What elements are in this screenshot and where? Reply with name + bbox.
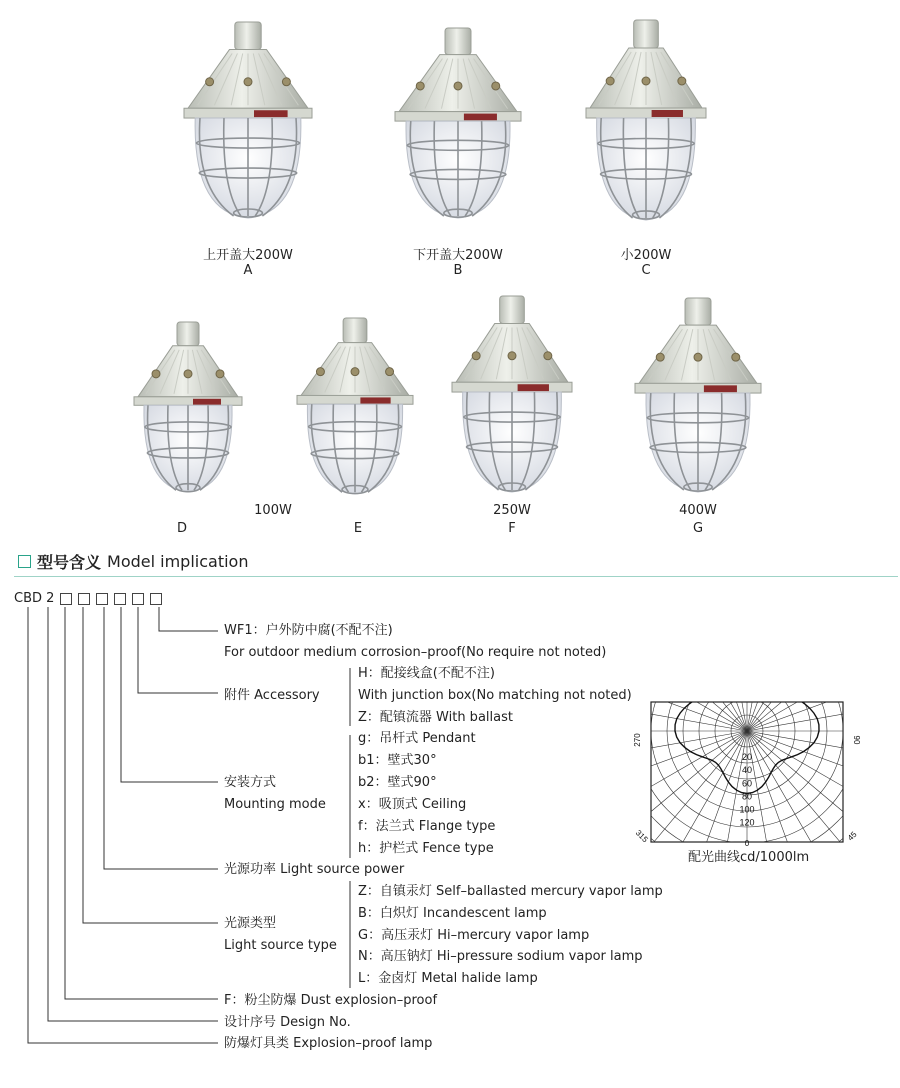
wf1-line: WF1：户外防中腐(不配不注) [224, 623, 393, 638]
product-e-letter: E [353, 521, 363, 536]
source-en-label: Light source type [224, 938, 337, 953]
power-line: 光源功率 Light source power [224, 862, 405, 877]
polar-caption: 配光曲线cd/1000lm [688, 850, 810, 865]
design-line: 设计序号 Design No. [224, 1015, 351, 1030]
polar-radial-label: 80 [741, 791, 753, 802]
polar-radial-label: 40 [741, 765, 753, 776]
polar-angle-label: 270 [633, 733, 642, 747]
product-d-letter: D [176, 521, 187, 536]
polar-angle-label: 45 [845, 829, 859, 843]
section-title-en: Model implication [107, 552, 249, 571]
g-himercury-line: G：高压汞灯 Hi–mercury vapor lamp [358, 928, 590, 943]
dust-line: F：粉尘防爆 Dust explosion–proof [224, 993, 438, 1008]
polar-radial-label: 60 [741, 778, 753, 789]
g-pendant-line: g：吊杆式 Pendant [358, 731, 476, 746]
source-cn-label: 光源类型 [224, 916, 277, 931]
z-ballast-line: Z：配镇流器 With ballast [358, 710, 513, 725]
polar-radial-label: 100 [739, 804, 755, 815]
explosion-line: 防爆灯具类 Explosion–proof lamp [224, 1036, 433, 1051]
mounting-en-label: Mounting mode [224, 797, 326, 812]
product-a-letter: A [243, 263, 253, 278]
section-title-cn: 型号含义 [37, 553, 102, 572]
h-en-line: With junction box(No matching not noted) [358, 688, 632, 703]
product-b-letter: B [453, 263, 463, 278]
h-fence-line: h：护栏式 Fence type [358, 841, 494, 856]
x-ceiling-line: x：吸顶式 Ceiling [358, 797, 467, 812]
product-f-letter: F [508, 521, 516, 536]
product-b-name: 下开盖大200W [413, 248, 503, 263]
product-g-letter: G [692, 521, 704, 536]
polar-angle-label: 0 [744, 839, 750, 848]
product-f-name: 250W [493, 503, 531, 518]
b2-line: b2：壁式90° [358, 775, 437, 790]
polar-radial-label: 20 [741, 752, 753, 763]
mounting-cn-label: 安装方式 [224, 775, 277, 790]
polar-grid [497, 481, 900, 981]
b1-line: b1：壁式30° [358, 753, 437, 768]
accessory-label: 附件 Accessory [224, 688, 320, 703]
product-c-letter: C [641, 263, 651, 278]
b-incandescent-line: B：白炽灯 Incandescent lamp [358, 906, 547, 921]
h-line: H：配接线盒(不配不注) [358, 666, 495, 681]
polar-angle-label: 315 [633, 828, 650, 845]
product-g-name: 400W [679, 503, 717, 518]
polar-angle-label: 90 [852, 735, 861, 745]
model-code-prefix: CBD 2 [14, 591, 55, 606]
n-sodium-line: N：高压钠灯 Hi–pressure sodium vapor lamp [358, 949, 643, 964]
power-100w-label: 100W [254, 503, 292, 518]
f-flange-line: f：法兰式 Flange type [358, 819, 496, 834]
polar-radial-label: 120 [739, 817, 755, 828]
product-c-name: 小200W [620, 248, 672, 263]
l-halide-line: L：金卤灯 Metal halide lamp [358, 971, 538, 986]
wf1-en-line: For outdoor medium corrosion–proof(No require not noted) [224, 645, 607, 660]
product-a-name: 上开盖大200W [203, 248, 293, 263]
z-mercury-line: Z：自镇汞灯 Self–ballasted mercury vapor lamp [358, 884, 663, 899]
